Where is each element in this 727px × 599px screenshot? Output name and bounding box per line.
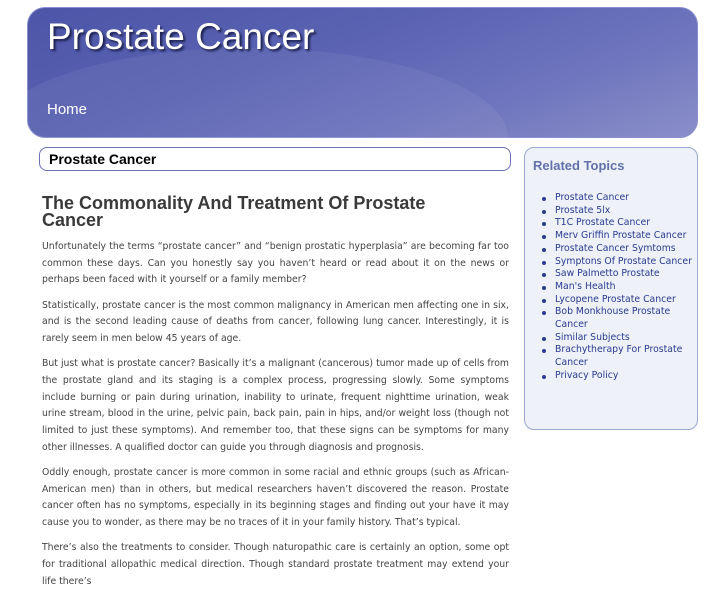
related-topic-item (555, 294, 695, 307)
related-topics-list (555, 192, 695, 383)
related-topic-link[interactable]: Lycopene Prostate Cancer (555, 293, 676, 305)
article-paragraph: There’s also the treatments to consider. Though naturopathic care is certainly an option, some opt for traditional allopathic medical direction. Though standard prostate treatment may extend your life there’s (42, 542, 509, 587)
content-title-box (39, 147, 511, 171)
related-topic-link[interactable]: Saw Palmetto Prostate (555, 268, 660, 280)
related-topic-link[interactable]: Man's Health (555, 280, 616, 292)
related-topic-item (555, 205, 695, 218)
related-topic-item (555, 370, 695, 383)
related-topic-link[interactable]: Brachytherapy For Prostate Cancer (555, 344, 683, 369)
article-title: The Commonality And Treatment Of Prostate Cancer (42, 193, 426, 230)
article-paragraph: Unfortunately the terms “prostate cancer” and “benign prostatic hyperplasia” are becoming far too common these days. Can you honestly say you haven’t heard or read about it on the news or perhaps been faced with it yourself or a family member? (42, 241, 509, 286)
related-topic-link[interactable]: Prostate Cancer Symtoms (555, 242, 676, 254)
related-topic-item (555, 332, 695, 345)
related-topic-link[interactable]: Merv Griffin Prostate Cancer (555, 230, 687, 242)
article-paragraph: Oddly enough, prostate cancer is more common in some racial and ethnic groups (such as African-American men) than in others, but medical researchers haven’t discovered the reason. Prostate cancer often has no symptoms, especially in its beginning stages and finding out your have it may cause you to wonder, as there may be no traces of it in your family history. That’s typical. (42, 466, 509, 529)
article-paragraph: Statistically, prostate cancer is the most common malignancy in American men affecting one in six, and is the second leading cause of deaths from cancer, following lung cancer. Interestingly, it is rarely seem in men below 45 years of age. (42, 299, 509, 345)
related-topic-link[interactable]: Similar Subjects (555, 331, 630, 343)
related-topic-link[interactable]: Bob Monkhouse Prostate Cancer (555, 306, 671, 331)
nav-home-link[interactable]: Home (47, 101, 88, 118)
sidebar-title: Related Topics (533, 158, 625, 173)
related-topic-item (555, 281, 695, 294)
related-topic-item (555, 268, 695, 281)
content-box-title: Prostate Cancer (49, 151, 157, 167)
related-topic-item (555, 243, 695, 256)
related-topic-link[interactable]: Prostate Cancer (555, 192, 629, 203)
related-topic-item (555, 217, 695, 230)
related-topics-sidebar (524, 147, 698, 430)
related-topic-item (555, 306, 695, 331)
related-topic-item (555, 344, 695, 369)
related-topic-link[interactable]: Prostate 5lx (555, 204, 611, 216)
related-topic-link[interactable]: Symptons Of Prostate Cancer (555, 255, 692, 267)
related-topic-item (555, 230, 695, 243)
article-paragraph: But just what is prostate cancer? Basically it’s a malignant (cancerous) tumor made up of cells from the prostate gland and its staging is a complex process, progressing slowly. Some symptoms include burning or pain during urination, inability to urinate, frequent nighttime urination, weak urine stream, blood in the urine, pelvic pain, back pain, pain in hips, and/or weight loss (though not limited to just these symptoms). And remember too, that these signs can be symptoms for many other illnesses. A qualified doctor can guide you through diagnosis and prognosis. (42, 358, 509, 453)
site-header (27, 7, 698, 138)
related-topic-link[interactable]: T1C Prostate Cancer (555, 217, 651, 229)
site-title[interactable]: Prostate Cancer (47, 16, 315, 57)
article-body (42, 239, 509, 599)
related-topic-item (555, 192, 695, 205)
related-topic-item (555, 256, 695, 269)
related-topic-link[interactable]: Privacy Policy (555, 369, 619, 381)
